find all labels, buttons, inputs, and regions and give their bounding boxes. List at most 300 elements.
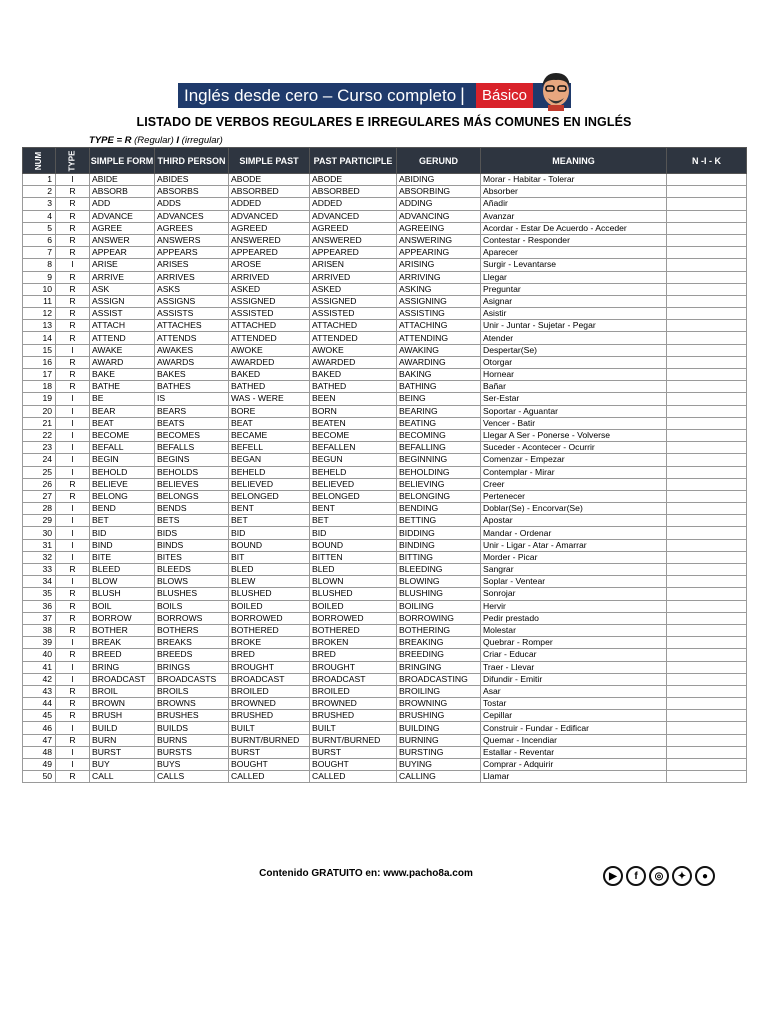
cell-past-participle: ARRIVED [310,271,397,283]
table-row [23,673,747,685]
cell-num: 49 [23,759,56,771]
cell-third-person: AWARDS [155,356,229,368]
cell-past-participle: BITTEN [310,551,397,563]
cell-meaning: Contemplar - Mirar [481,466,667,478]
cell-past-participle: BELIEVED [310,478,397,490]
cell-type: I [56,746,90,758]
facebook-icon[interactable]: f [626,866,646,886]
cell-third-person: BEFALLS [155,442,229,454]
cell-past-participle: APPEARED [310,247,397,259]
cell-gerund: BEARING [397,405,481,417]
cell-meaning: Tostar [481,698,667,710]
cell-simple-past: AWOKE [229,344,310,356]
cell-meaning: Asistir [481,308,667,320]
cell-past-participle: BAKED [310,369,397,381]
header-gerund: GERUND [397,148,481,174]
cell-num: 12 [23,308,56,320]
table-row [23,539,747,551]
cell-nik [667,356,747,368]
cell-meaning: Ser-Estar [481,393,667,405]
cell-type: R [56,198,90,210]
cell-simple-form: BEAR [90,405,155,417]
cell-simple-form: ATTACH [90,320,155,332]
cell-gerund: BREAKING [397,637,481,649]
table-row [23,356,747,368]
cell-past-participle: BEEN [310,393,397,405]
header-nik: N -I - K [667,148,747,174]
table-row [23,344,747,356]
cell-num: 37 [23,612,56,624]
table-row [23,222,747,234]
cell-nik [667,624,747,636]
cell-gerund: BUYING [397,759,481,771]
cell-simple-form: BATHE [90,381,155,393]
cell-third-person: BROWNS [155,698,229,710]
cell-simple-form: BUY [90,759,155,771]
cell-type: I [56,637,90,649]
cell-simple-past: BEHELD [229,466,310,478]
cell-num: 18 [23,381,56,393]
cell-simple-past: CALLED [229,771,310,783]
cell-simple-form: BROWN [90,698,155,710]
table-row [23,478,747,490]
table-row [23,771,747,783]
cell-nik [667,308,747,320]
table-row [23,283,747,295]
cell-type: I [56,259,90,271]
cell-type: R [56,308,90,320]
cell-past-participle: BROWNED [310,698,397,710]
cell-third-person: ATTENDS [155,332,229,344]
type-legend [89,135,223,146]
cell-simple-form: BRING [90,661,155,673]
cell-nik [667,710,747,722]
cell-third-person: BRINGS [155,661,229,673]
cell-past-participle: BELONGED [310,490,397,502]
cell-past-participle: BOTHERED [310,624,397,636]
table-row [23,698,747,710]
table-header-row [23,148,747,174]
cell-simple-past: BEFELL [229,442,310,454]
cell-simple-past: BURST [229,746,310,758]
cell-type: I [56,442,90,454]
cell-num: 24 [23,454,56,466]
cell-third-person: BITES [155,551,229,563]
cell-nik [667,539,747,551]
cell-past-participle: BECOME [310,429,397,441]
cell-simple-form: BAKE [90,369,155,381]
cell-simple-past: BURNT/BURNED [229,734,310,746]
cell-nik [667,759,747,771]
cell-simple-past: BRUSHED [229,710,310,722]
table-row [23,612,747,624]
cell-simple-form: ARISE [90,259,155,271]
cell-simple-past: BRED [229,649,310,661]
cell-simple-past: BROWNED [229,698,310,710]
instagram-icon[interactable]: ◎ [649,866,669,886]
cell-gerund: BLUSHING [397,588,481,600]
cell-nik [667,673,747,685]
cell-past-participle: BRED [310,649,397,661]
cell-past-participle: BRUSHED [310,710,397,722]
cell-num: 35 [23,588,56,600]
cell-simple-form: BLOW [90,576,155,588]
cell-simple-past: ASSIGNED [229,295,310,307]
cell-third-person: BURSTS [155,746,229,758]
cell-num: 1 [23,174,56,186]
cell-simple-past: BET [229,515,310,527]
cell-third-person: ATTACHES [155,320,229,332]
cell-nik [667,442,747,454]
cell-gerund: ADVANCING [397,210,481,222]
cell-gerund: BLOWING [397,576,481,588]
cell-meaning: Bañar [481,381,667,393]
cell-past-participle: BEFALLEN [310,442,397,454]
cell-num: 16 [23,356,56,368]
cell-simple-past: ANSWERED [229,234,310,246]
cell-past-participle: BEGUN [310,454,397,466]
cell-meaning: Difundir - Emitir [481,673,667,685]
page-title: LISTADO DE VERBOS REGULARES E IRREGULARES MÁS COMUNES EN INGLÉS [136,115,632,129]
cell-gerund: BEGINNING [397,454,481,466]
type-legend-regular: (Regular) [134,135,174,146]
cell-type: I [56,454,90,466]
cell-simple-past: BEAT [229,417,310,429]
cell-past-participle: BROILED [310,685,397,697]
cell-nik [667,746,747,758]
table-row [23,381,747,393]
type-legend-prefix: TYPE = R [89,135,132,146]
cell-nik [667,174,747,186]
cell-num: 44 [23,698,56,710]
cell-nik [667,503,747,515]
banner-separator: | [460,85,465,105]
table-row [23,295,747,307]
cell-type: I [56,759,90,771]
cell-nik [667,320,747,332]
cell-num: 13 [23,320,56,332]
cell-gerund: ADDING [397,198,481,210]
cell-simple-past: BAKED [229,369,310,381]
cell-past-participle: BOUGHT [310,759,397,771]
cell-simple-past: BENT [229,503,310,515]
cell-past-participle: ARISEN [310,259,397,271]
cell-type: R [56,698,90,710]
cell-gerund: ANSWERING [397,234,481,246]
cell-gerund: BOILING [397,600,481,612]
table-row [23,259,747,271]
cell-meaning: Suceder - Acontecer - Ocurrir [481,442,667,454]
cell-type: I [56,405,90,417]
table-row [23,466,747,478]
cell-third-person: ABSORBS [155,186,229,198]
cell-simple-form: BLEED [90,564,155,576]
cell-type: R [56,332,90,344]
cell-meaning: Añadir [481,198,667,210]
cell-num: 14 [23,332,56,344]
cell-simple-past: BROUGHT [229,661,310,673]
cell-third-person: ADVANCES [155,210,229,222]
cell-third-person: BETS [155,515,229,527]
cell-meaning: Contestar - Responder [481,234,667,246]
cell-meaning: Sonrojar [481,588,667,600]
cell-type: R [56,234,90,246]
cell-nik [667,734,747,746]
cell-gerund: BEATING [397,417,481,429]
cell-simple-past: ASKED [229,283,310,295]
cell-simple-form: BREED [90,649,155,661]
cell-past-participle: BLUSHED [310,588,397,600]
cell-type: R [56,271,90,283]
banner-level-badge: Básico [476,83,533,108]
cell-nik [667,234,747,246]
cell-past-participle: BOUND [310,539,397,551]
cell-num: 27 [23,490,56,502]
cell-num: 30 [23,527,56,539]
cell-simple-past: BORROWED [229,612,310,624]
cell-gerund: BREEDING [397,649,481,661]
cell-meaning: Despertar(Se) [481,344,667,356]
cell-nik [667,576,747,588]
cell-gerund: ASKING [397,283,481,295]
header-simple-form: SIMPLE FORM [90,148,155,174]
cell-simple-past: BIT [229,551,310,563]
cell-past-participle: ANSWERED [310,234,397,246]
cell-gerund: BOTHERING [397,624,481,636]
cell-type: I [56,503,90,515]
table-row [23,429,747,441]
cell-num: 22 [23,429,56,441]
cell-third-person: BOILS [155,600,229,612]
cell-meaning: Traer - Llevar [481,661,667,673]
cell-simple-past: AWARDED [229,356,310,368]
cell-third-person: BECOMES [155,429,229,441]
cell-meaning: Hervir [481,600,667,612]
cell-third-person: APPEARS [155,247,229,259]
header-third-person: THIRD PERSON [155,148,229,174]
cell-num: 47 [23,734,56,746]
table-row [23,515,747,527]
cell-meaning: Acordar - Estar De Acuerdo - Acceder [481,222,667,234]
cell-simple-past: ADDED [229,198,310,210]
cell-simple-form: BEHOLD [90,466,155,478]
cell-gerund: ABSORBING [397,186,481,198]
cell-third-person: BAKES [155,369,229,381]
table-row [23,551,747,563]
cell-simple-form: ASSIGN [90,295,155,307]
cell-past-participle: ASSISTED [310,308,397,320]
cell-num: 45 [23,710,56,722]
cell-type: R [56,356,90,368]
cell-meaning: Unir - Juntar - Sujetar - Pegar [481,320,667,332]
cell-gerund: AWAKING [397,344,481,356]
cell-num: 31 [23,539,56,551]
cell-meaning: Doblar(Se) - Encorvar(Se) [481,503,667,515]
table-row [23,442,747,454]
cell-nik [667,271,747,283]
cell-third-person: BRUSHES [155,710,229,722]
cell-num: 8 [23,259,56,271]
cell-simple-form: ASSIST [90,308,155,320]
cell-gerund: BUILDING [397,722,481,734]
cell-past-participle: BET [310,515,397,527]
cell-meaning: Quemar - Incendiar [481,734,667,746]
cell-gerund: BECOMING [397,429,481,441]
cell-type: I [56,673,90,685]
table-row [23,417,747,429]
cell-nik [667,198,747,210]
cell-type: R [56,222,90,234]
cell-simple-past: BOILED [229,600,310,612]
cell-simple-form: BRUSH [90,710,155,722]
cell-gerund: CALLING [397,771,481,783]
cell-num: 9 [23,271,56,283]
cell-type: I [56,661,90,673]
cell-type: I [56,722,90,734]
apple-icon[interactable]: ● [695,866,715,886]
cell-num: 36 [23,600,56,612]
table-row [23,271,747,283]
cell-gerund: BROILING [397,685,481,697]
cell-nik [667,612,747,624]
cell-type: I [56,551,90,563]
cell-simple-form: ABIDE [90,174,155,186]
cell-past-participle: ATTENDED [310,332,397,344]
cell-num: 39 [23,637,56,649]
cell-past-participle: ASKED [310,283,397,295]
cell-gerund: BELIEVING [397,478,481,490]
youtube-icon[interactable]: ▶ [603,866,623,886]
cell-past-participle: BATHED [310,381,397,393]
banner-title: Inglés desde cero – Curso completo [184,85,457,105]
cell-third-person: ADDS [155,198,229,210]
cell-simple-form: BE [90,393,155,405]
cell-nik [667,527,747,539]
cell-simple-form: BURN [90,734,155,746]
cell-meaning: Soplar - Ventear [481,576,667,588]
cell-third-person: BEGINS [155,454,229,466]
cell-simple-form: BURST [90,746,155,758]
cell-nik [667,649,747,661]
cell-nik [667,685,747,697]
cell-simple-past: ABODE [229,174,310,186]
cell-nik [667,381,747,393]
social-icons [603,866,715,886]
cell-nik [667,454,747,466]
cell-meaning: Unir - Ligar - Atar - Amarrar [481,539,667,551]
cell-gerund: AGREEING [397,222,481,234]
cell-type: I [56,174,90,186]
cell-meaning: Llegar [481,271,667,283]
cell-gerund: ARRIVING [397,271,481,283]
cell-type: R [56,283,90,295]
cell-gerund: BATHING [397,381,481,393]
cell-num: 25 [23,466,56,478]
cell-simple-past: ASSISTED [229,308,310,320]
header-past-participle: PAST PARTICIPLE [310,148,397,174]
table-row [23,600,747,612]
cell-num: 2 [23,186,56,198]
cell-nik [667,186,747,198]
cell-nik [667,515,747,527]
cell-meaning: Pertenecer [481,490,667,502]
cell-nik [667,247,747,259]
cell-simple-past: BLEW [229,576,310,588]
cell-simple-form: ABSORB [90,186,155,198]
cell-num: 50 [23,771,56,783]
cell-meaning: Asignar [481,295,667,307]
cell-num: 17 [23,369,56,381]
cell-meaning: Avanzar [481,210,667,222]
cell-simple-past: BID [229,527,310,539]
cell-past-participle: CALLED [310,771,397,783]
table-row [23,746,747,758]
cell-num: 19 [23,393,56,405]
cell-type: I [56,515,90,527]
cell-third-person: ASSISTS [155,308,229,320]
table-row [23,369,747,381]
cell-num: 29 [23,515,56,527]
android-icon[interactable]: ✦ [672,866,692,886]
cell-gerund: BITTING [397,551,481,563]
cell-third-person: CALLS [155,771,229,783]
cell-type: I [56,539,90,551]
cell-past-participle: BORROWED [310,612,397,624]
cell-simple-form: APPEAR [90,247,155,259]
cell-simple-past: ATTACHED [229,320,310,332]
cell-past-participle: BUILT [310,722,397,734]
table-row [23,234,747,246]
cell-simple-form: BID [90,527,155,539]
cell-type: I [56,527,90,539]
cell-simple-form: AGREE [90,222,155,234]
cell-simple-form: BITE [90,551,155,563]
cell-gerund: BROWNING [397,698,481,710]
cell-past-participle: ADVANCED [310,210,397,222]
cell-meaning: Sangrar [481,564,667,576]
cell-num: 26 [23,478,56,490]
course-banner [178,83,571,108]
cell-nik [667,564,747,576]
cell-type: R [56,771,90,783]
cell-past-participle: BEATEN [310,417,397,429]
cell-simple-form: AWAKE [90,344,155,356]
cell-nik [667,661,747,673]
cell-meaning: Asar [481,685,667,697]
cell-nik [667,417,747,429]
cell-meaning: Soportar - Aguantar [481,405,667,417]
cell-type: I [56,429,90,441]
cell-num: 3 [23,198,56,210]
cell-simple-past: BUILT [229,722,310,734]
table-row [23,710,747,722]
cell-third-person: ASSIGNS [155,295,229,307]
table-row [23,576,747,588]
cell-simple-form: AWARD [90,356,155,368]
cell-simple-form: ADVANCE [90,210,155,222]
cell-type: R [56,734,90,746]
cell-gerund: BINDING [397,539,481,551]
cell-third-person: BEARS [155,405,229,417]
cell-simple-form: BELONG [90,490,155,502]
cell-meaning: Construir - Fundar - Edificar [481,722,667,734]
cell-simple-past: BELONGED [229,490,310,502]
cell-type: R [56,478,90,490]
cell-third-person: BURNS [155,734,229,746]
cell-gerund: BENDING [397,503,481,515]
cell-gerund: BORROWING [397,612,481,624]
cell-gerund: APPEARING [397,247,481,259]
